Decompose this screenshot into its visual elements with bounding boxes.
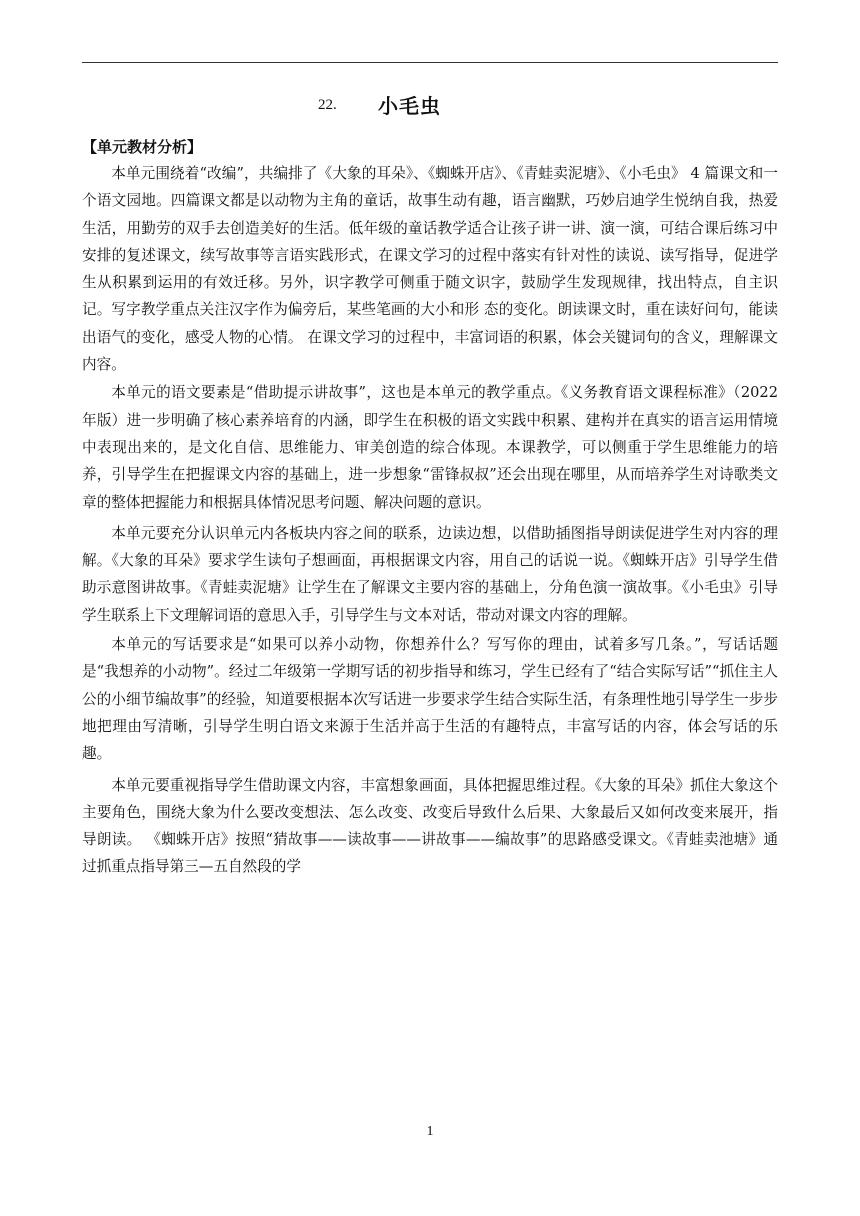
paragraph-unit-overview: 本单元围绕着“改编”，共编排了《大象的耳朵》、《蜘蛛开店》、《青蛙卖泥塘》、《小毛虫》 4 篇课文和一个语文园地。四篇课文都是以动物为主角的童话，故事生动有趣，语言幽默，巧妙启迪学生悦纳自我，热爱生活，用勤劳的双手去创造美好的生活。低年级的童话教学适合让孩子讲一讲、演一演，可结合课后练习中安排的复述课文，续写故事等言语实践形式，在课文学习的过程中落实有针对性的读说、读写指导，促进学生从积累到运用的有效迁移。另外，识字教学可侧重于随文识字，鼓励学生发现规律，找出特点，自主识记。写字教学重点关注汉字作为偏旁后，某些笔画的大小和形 态的变化。朗读课文时，重在读好问句，能读出语气的变化，感受人物的心情。 在课文学习的过程中，丰富词语的积累，体会关键词句的含义，理解课文内容。 [82,165,778,374]
document-body [82,160,778,881]
lesson-title-row [0,90,860,126]
paragraph-language-elements: 本单元的语文要素是“借助提示讲故事”，这也是本单元的教学重点。《义务教育语文课程标准》（2022 年版）进一步明确了核心素养培育的内涵，即学生在积极的语文实践中积累、建构并在真实的语言运用情境中表现出来的，是文化自信、思维能力、审美创造的综合体现。本课教学，可以侧重于学生思维能力的培养，引导学生在把握课文内容的基础上，进一步想象“雷锋叔叔”还会出现在哪里，从而培养学生对诗歌类文章的整体把握能力和根据具体情况思考问题、解决问题的意识。 [82,384,778,511]
page-number: 1 [426,1124,434,1139]
section-heading: 【单元教材分析】 [82,138,203,156]
header-rule [82,62,778,63]
paragraph-reading-guidance: 本单元要充分认识单元内各板块内容之间的联系，边读边想，以借助插图指导朗读促进学生对内容的理解。《大象的耳朵》要求学生读句子想画面，再根据课文内容，用自己的话说一说。《蜘蛛开店》引导学生借助示意图讲故事。《青蛙卖泥塘》让学生在了解课文主要内容的基础上，分角色演一演故事。《小毛虫》引导学生联系上下文理解词语的意思入手，引导学生与文本对话，带动对课文内容的理解。 [82,524,778,624]
paragraph-writing-requirements: 本单元的写话要求是“如果可以养小动物，你想养什么？写写你的理由，试着多写几条。”，写话话题是“我想养的小动物”。经过二年级第一学期写话的初步指导和练习，学生已经有了“结合实际写话”“抓住主人公的小细节编故事”的经验，知道要根据本次写话进一步要求学生结合实际生活，有条理性地引导学生一步步地把理由写清晰，引导学生明白语文来源于生活并高于生活的有趣特点，丰富写话的内容，体会写话的乐趣。 [82,636,778,763]
paragraph-imagination-guidance: 本单元要重视指导学生借助课文内容，丰富想象画面，具体把握思维过程。《大象的耳朵》抓住大象这个主要角色，围绕大象为什么要改变想法、怎么改变、改变后导致什么后果、大象最后又如何改变来展开，指导朗读。 《蜘蛛开店》按照“猜故事——读故事——讲故事——编故事”的思路感受课文。《青蛙卖池塘》通过抓重点指导第三—五自然段的学 [82,776,778,876]
lesson-title: 小毛虫 [378,94,441,118]
lesson-number: 22. [318,97,337,113]
